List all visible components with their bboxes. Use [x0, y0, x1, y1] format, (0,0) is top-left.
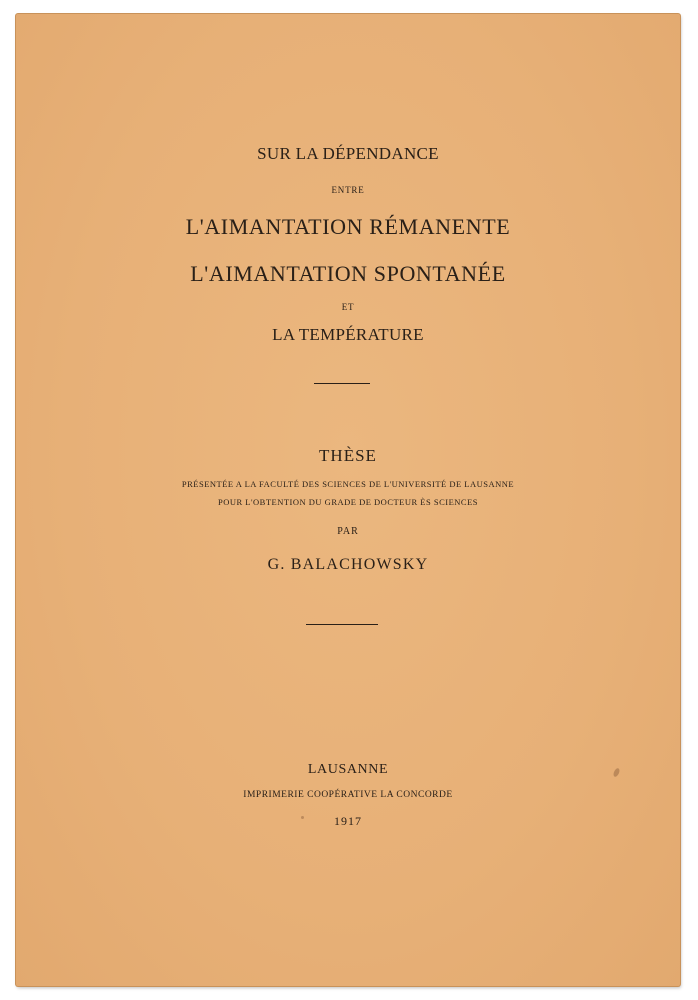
thesis-heading: THÈSE	[319, 446, 377, 465]
thesis-presented-line-2: POUR L'OBTENTION DU GRADE DE DOCTEUR ÈS SCIENCES	[218, 497, 478, 507]
title-line-4: L'AIMANTATION SPONTANÉE	[190, 261, 506, 286]
imprint-printer: IMPRIMERIE COOPÉRATIVE LA CONCORDE	[243, 790, 453, 800]
title-line-5: ET	[341, 302, 355, 312]
title-line-6: LA TEMPÉRATURE	[272, 325, 424, 344]
imprint-city: LAUSANNE	[307, 762, 389, 777]
book-cover	[16, 14, 680, 986]
thesis-by: PAR	[337, 526, 359, 537]
imprint-year: 1917	[334, 814, 362, 828]
divider-rule-bottom	[306, 624, 378, 625]
author-name: G. BALACHOWSKY	[267, 556, 429, 573]
paper-speck	[301, 816, 304, 819]
title-line-2: ENTRE	[331, 185, 365, 195]
divider-rule-top	[314, 383, 370, 384]
title-line-3: L'AIMANTATION RÉMANENTE	[185, 214, 511, 239]
thesis-presented-line-1: PRÉSENTÉE A LA FACULTÉ DES SCIENCES DE L'UNIVERSITÉ DE LAUSANNE	[181, 479, 515, 489]
title-line-1: SUR LA DÉPENDANCE	[257, 144, 439, 163]
